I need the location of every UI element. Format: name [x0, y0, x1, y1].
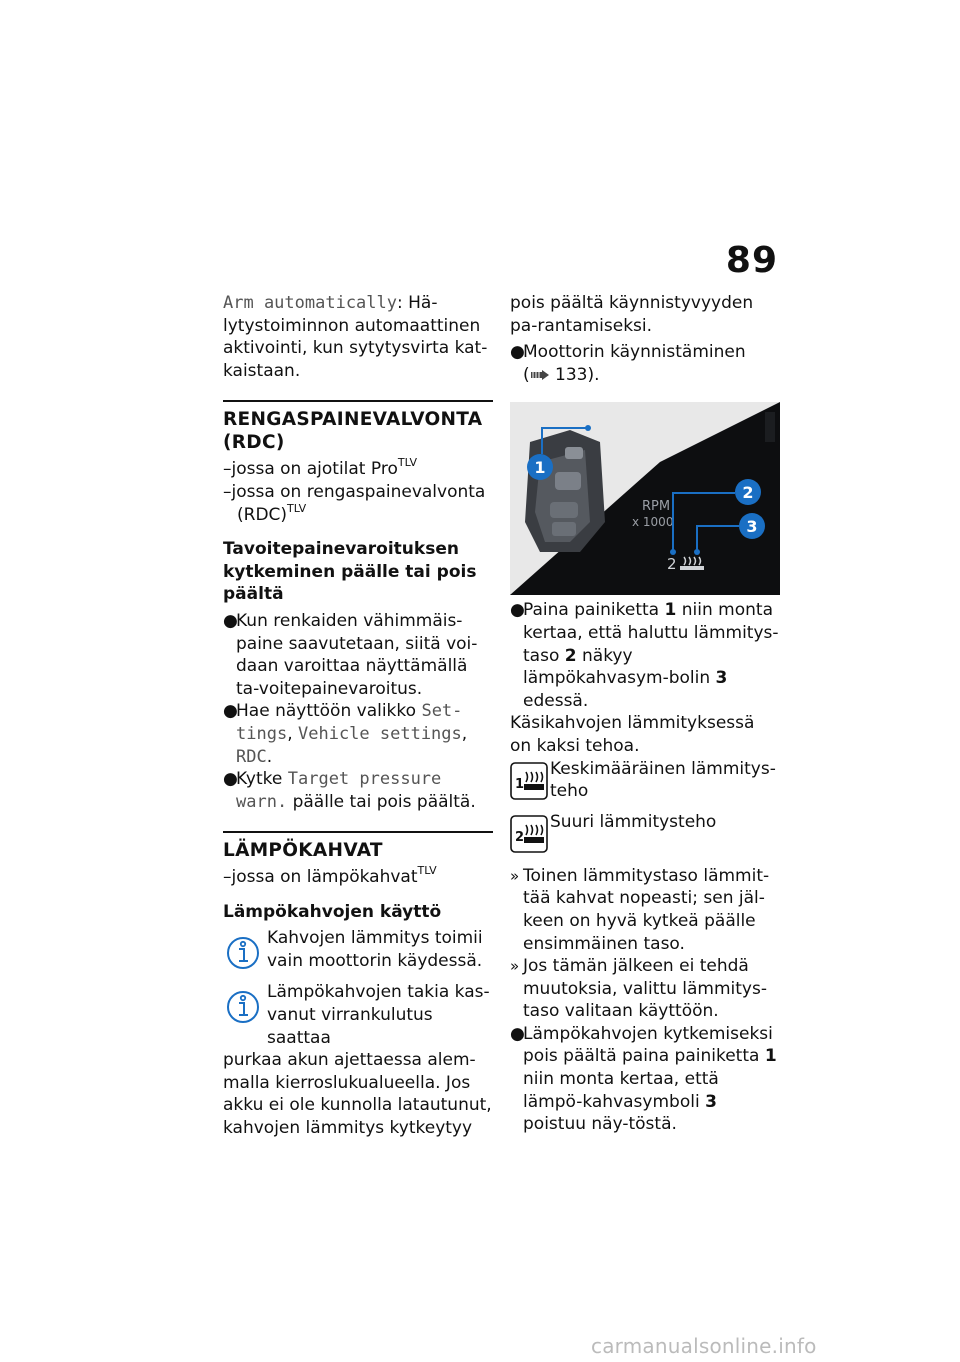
bullet-dot: ● [223, 769, 238, 790]
arm-automatically-paragraph: Arm automatically: Hä-lytystoiminnon automaattinen aktivointi, kun sytytysvirta kat-kaistaan. [223, 293, 488, 381]
callout-1: 1 [534, 458, 546, 478]
page-number: 89 [725, 240, 778, 281]
rdc-condition-1: –jossa on ajotilat Pro$^{TLV}$ [223, 456, 418, 480]
left-column [223, 292, 493, 1140]
page-reference-arrow-icon [530, 370, 550, 380]
menu-target-pressure-warn: Target pressure warn. [236, 769, 442, 812]
watermark: carmanualsonline.info [591, 1334, 817, 1358]
rdc-section-rule [223, 400, 493, 454]
bullet-dot: ● [223, 610, 238, 631]
list-item: » Jos tämän jälkeen ei tehdä muutoksia, valittu lämmitys-taso valitaan käyttöön. [510, 956, 767, 1022]
list-item: ● Paina painiketta 1 niin monta kertaa, että haluttu lämmitys-taso 2 näkyy lämpökahvasym-bolin 3 edessä. [510, 600, 779, 711]
continued-paragraph: pois päältä käynnistyvyyden pa-rantamiseksi. [510, 293, 754, 336]
result-chevron-icon: » [510, 957, 520, 976]
list-item: ● Kytke Target pressure warn. päälle tai pois päältä. [223, 769, 476, 812]
list-item: » Toinen lämmitystaso lämmit-tää kahvat nopeasti; sen jäl-keen on hyvä kytkeä päälle ensimmäinen taso. [510, 865, 770, 954]
info-note-2-cont: purkaa akun ajettaessa alem-malla kierroslukualueella. Jos akku ei ole kunnolla latautunut, kahvojen lämmitys kytkeytyy [223, 1050, 492, 1139]
heated-grips-use-title: Lämpökahvojen käyttö [223, 901, 442, 922]
photo-heat-level: 2 [667, 555, 677, 574]
rdc-condition-2: –jossa on rengaspainevalvonta [223, 481, 486, 502]
target-warning-title: Tavoitepainevaroituksen kytkeminen päälle tai pois päältä [223, 539, 477, 605]
tlv-superscript: TLV [287, 501, 307, 515]
info-note-1: Kahvojen lämmitys toimii vain moottorin käydessä. [223, 927, 493, 973]
svg-text:2: 2 [515, 829, 525, 845]
heated-grips-section-rule [223, 831, 493, 862]
list-item: ● Hae näyttöön valikko Set-tings, Vehicle settings, RDC. [223, 701, 468, 767]
list-item: ● Lämpökahvojen kytkemiseksi pois päältä paina painiketta 1 niin monta kertaa, että lämpö-kahvasymboli 3 poistuu näy-töstä. [510, 1023, 777, 1135]
menu-settings: Set-tings [236, 701, 463, 744]
info-icon [223, 983, 267, 1027]
callout-3: 3 [746, 517, 758, 537]
heat-level-1-row: 1 Keskimääräinen lämmitys-teho [510, 758, 780, 803]
heat-level-2-icon [510, 815, 548, 853]
photo-rpm-label: RPM [642, 499, 671, 515]
list-item: ● Kun renkaiden vähimmäis-paine saavutetaan, siitä voi-daan varoittaa näyttämällä ta-voitepainevaroitus. [223, 610, 478, 699]
heated-grips-condition: –jossa on lämpökahvat$^{TLV}$ [223, 864, 437, 888]
arm-automatically-term: Arm automatically [223, 293, 397, 313]
handlebar-switch-photo [510, 402, 780, 595]
heat-level-1-icon [510, 762, 548, 800]
rdc-section-title: RENGASPAINEVALVONTA (RDC) [223, 409, 483, 454]
callout-2: 2 [742, 483, 754, 503]
info-icon [223, 929, 267, 973]
tlv-superscript: TLV [397, 456, 418, 470]
menu-rdc: RDC [236, 746, 267, 767]
result-chevron-icon: » [510, 866, 520, 885]
list-item: ● Moottorin käynnistäminen ( 133). [510, 342, 746, 385]
bullet-dot: ● [510, 600, 525, 621]
bullet-dot: ● [223, 701, 238, 722]
bullet-dot: ● [510, 342, 525, 363]
tlv-superscript: TLV [417, 864, 437, 878]
svg-text:1: 1 [515, 776, 525, 792]
right-column [510, 292, 780, 1136]
bullet-dot: ● [510, 1023, 525, 1044]
two-levels-paragraph: Käsikahvojen lämmityksessä on kaksi tehoa. [510, 713, 755, 756]
menu-vehicle-settings: Vehicle settings [298, 723, 462, 744]
heat-level-2-row: 2 Suuri lämmitysteho [510, 811, 780, 853]
info-note-2: Lämpökahvojen takia kas-vanut virrankulutus saattaa [223, 981, 493, 1049]
heated-grips-title: LÄMPÖKAHVAT [223, 840, 383, 862]
photo-x1000-label: x 1000 [632, 515, 674, 530]
rdc-condition-2-cont: (RDC)$^{TLV}$ [237, 501, 307, 525]
